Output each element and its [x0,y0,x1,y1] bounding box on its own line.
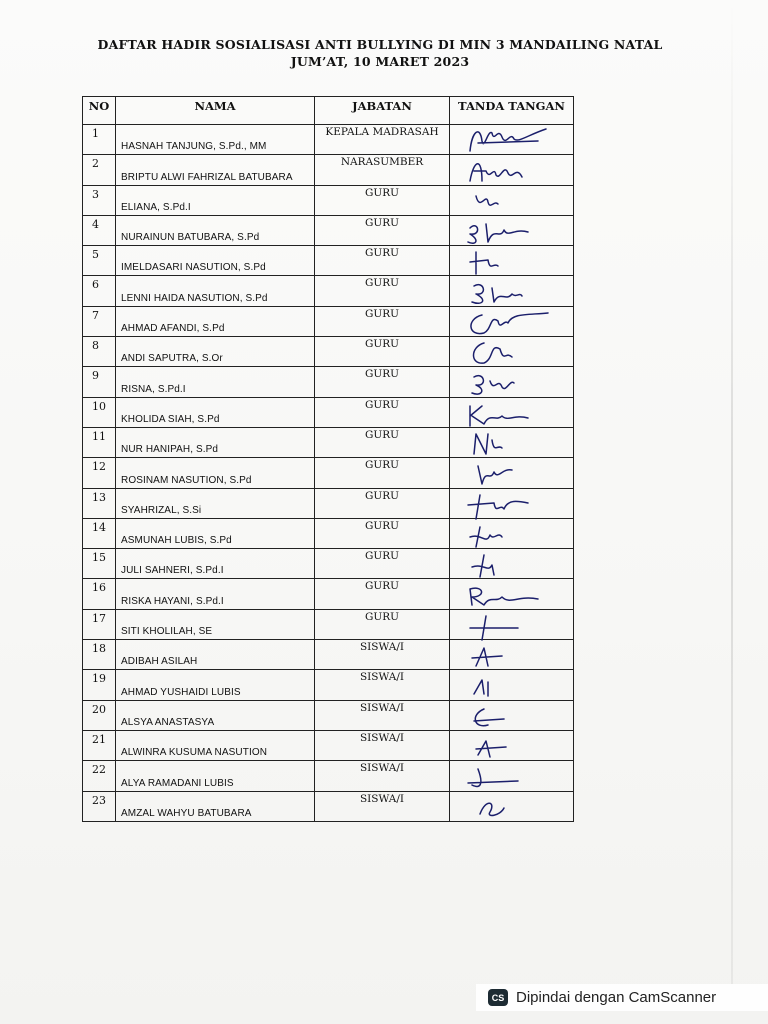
cell-nama [116,276,315,306]
cell-nama [116,549,315,579]
cell-jabatan [315,640,450,670]
attendee-position: GURU [365,247,399,260]
cell-jabatan [315,215,450,245]
cell-nama [116,518,315,548]
table-row [83,367,574,397]
cell-jabatan [315,427,450,457]
header-no: NO [83,97,116,125]
cell-no [83,730,116,760]
cell-tanda-tangan [450,730,574,760]
cell-tanda-tangan [450,700,574,730]
row-number: 17 [92,611,106,625]
header-nama: NAMA [116,97,315,125]
table-row [83,397,574,427]
row-number: 15 [92,551,106,565]
cell-tanda-tangan [450,670,574,700]
row-number: 5 [92,248,99,262]
cell-nama [116,700,315,730]
header-jabatan: JABATAN [315,97,450,125]
attendee-name: NUR HANIPAH, S.Pd [121,444,219,456]
table-row [83,761,574,791]
attendee-name: HASNAH TANJUNG, S.Pd., MM [121,141,267,153]
cell-tanda-tangan [450,488,574,518]
attendee-position: SISWA/I [359,731,405,744]
row-number: 3 [92,187,99,201]
row-number: 8 [92,339,99,353]
cell-no [83,791,116,821]
cell-jabatan [315,246,450,276]
cell-no [83,700,116,730]
cell-tanda-tangan [450,367,574,397]
row-number: 6 [92,278,99,292]
cell-tanda-tangan [450,609,574,639]
attendee-position: KEPALA MADRASAH [325,126,439,138]
row-number: 18 [92,642,106,656]
cell-no [83,397,116,427]
cell-jabatan [315,458,450,488]
attendee-position: SISWA/I [359,671,405,684]
cell-nama [116,306,315,336]
row-number: 7 [92,308,99,322]
row-number: 12 [92,460,106,474]
table-row [83,549,574,579]
cell-nama [116,730,315,760]
cell-no [83,640,116,670]
cell-tanda-tangan [450,579,574,609]
attendance-rows [83,125,574,822]
attendee-position: SISWA/I [359,641,405,654]
cell-no [83,306,116,336]
cell-jabatan [315,518,450,548]
cell-jabatan [315,367,450,397]
cell-tanda-tangan [450,125,574,155]
cell-no [83,488,116,518]
attendee-name: ANDI SAPUTRA, S.Or [121,353,223,365]
attendee-name: AHMAD YUSHAIDI LUBIS [121,686,241,698]
attendee-position: GURU [365,398,399,411]
table-row [83,125,574,155]
cell-nama [116,367,315,397]
cell-no [83,215,116,245]
cell-tanda-tangan [450,185,574,215]
cell-no [83,367,116,397]
attendee-name: JULI SAHNERI, S.Pd.I [121,565,224,577]
camscanner-text: Dipindai dengan CamScanner [516,989,717,1006]
attendee-name: ROSINAM NASUTION, S.Pd [121,474,252,486]
table-row [83,215,574,245]
cell-nama [116,670,315,700]
table-row [83,488,574,518]
page-edge-shadow [731,0,733,984]
row-number: 11 [92,429,106,443]
row-number: 19 [92,672,106,686]
cell-no [83,155,116,185]
attendee-position: GURU [365,428,399,441]
cell-jabatan [315,306,450,336]
table-row [83,730,574,760]
cell-no [83,276,116,306]
cell-tanda-tangan [450,640,574,670]
table-header-row [83,97,574,125]
cell-tanda-tangan [450,458,574,488]
cell-jabatan [315,155,450,185]
title-line-1: DAFTAR HADIR SOSIALISASI ANTI BULLYING DI MIN 3 MANDAILING NATAL [97,37,663,52]
cell-tanda-tangan [450,397,574,427]
attendee-name: ASMUNAH LUBIS, S.Pd [121,535,232,547]
title-line-2: JUM’AT, 10 MARET 2023 [290,54,470,69]
attendee-name: AHMAD AFANDI, S.Pd [121,323,225,335]
table-row [83,518,574,548]
attendee-name: ELIANA, S.Pd.I [121,201,191,213]
cell-no [83,549,116,579]
cell-tanda-tangan [450,215,574,245]
cell-jabatan [315,549,450,579]
attendee-name: KHOLIDA SIAH, S.Pd [121,413,220,425]
table-row [83,640,574,670]
attendee-position: NARASUMBER [340,156,424,169]
cell-tanda-tangan [450,306,574,336]
attendee-position: SISWA/I [359,762,405,775]
cell-tanda-tangan [450,518,574,548]
attendee-name: ALSYA ANASTASYA [121,716,215,728]
row-number: 2 [92,157,99,171]
attendance-table [82,96,574,822]
cell-tanda-tangan [450,791,574,821]
document-title [90,36,670,70]
cell-no [83,185,116,215]
cell-nama [116,579,315,609]
cell-no [83,246,116,276]
row-number: 10 [92,399,106,413]
row-number: 20 [92,702,106,716]
cell-jabatan [315,700,450,730]
attendee-name: SYAHRIZAL, S.Si [121,504,202,516]
cell-nama [116,397,315,427]
cell-jabatan [315,337,450,367]
cell-jabatan [315,579,450,609]
attendee-name: ALYA RAMADANI LUBIS [121,777,234,789]
cell-nama [116,155,315,185]
cell-tanda-tangan [450,761,574,791]
table-row [83,579,574,609]
cell-no [83,427,116,457]
attendee-position: GURU [365,216,399,229]
attendee-position: SISWA/I [359,792,405,805]
attendee-position: GURU [365,307,399,320]
header-tanda-tangan: TANDA TANGAN [450,97,574,125]
attendee-name: RISKA HAYANI, S.Pd.I [121,595,224,607]
cell-nama [116,427,315,457]
table-row [83,670,574,700]
cell-nama [116,185,315,215]
table-row [83,791,574,821]
attendee-position: GURU [365,277,399,290]
cell-jabatan [315,730,450,760]
cell-no [83,670,116,700]
cell-tanda-tangan [450,276,574,306]
row-number: 13 [92,490,106,504]
cell-tanda-tangan [450,549,574,579]
row-number: 14 [92,520,106,534]
cell-nama [116,640,315,670]
attendee-name: ADIBAH ASILAH [121,656,198,668]
cell-jabatan [315,397,450,427]
cell-nama [116,125,315,155]
attendee-name: NURAINUN BATUBARA, S.Pd [121,232,260,244]
cell-nama [116,488,315,518]
cell-no [83,337,116,367]
row-number: 4 [92,217,99,231]
cell-no [83,458,116,488]
cell-no [83,518,116,548]
cell-no [83,579,116,609]
table-row [83,427,574,457]
table-row [83,458,574,488]
attendee-name: IMELDASARI NASUTION, S.Pd [121,262,266,274]
attendee-position: GURU [365,489,399,502]
cell-tanda-tangan [450,427,574,457]
row-number: 9 [92,369,99,383]
table-row [83,155,574,185]
attendee-position: GURU [365,338,399,351]
cell-nama [116,761,315,791]
cell-no [83,761,116,791]
cell-nama [116,246,315,276]
cell-nama [116,215,315,245]
cell-jabatan [315,125,450,155]
cell-tanda-tangan [450,155,574,185]
cell-nama [116,458,315,488]
cell-tanda-tangan [450,337,574,367]
row-number: 16 [92,581,106,595]
camscanner-icon: CS [488,989,508,1006]
row-number: 22 [92,763,106,777]
cell-jabatan [315,185,450,215]
attendee-position: GURU [365,580,399,593]
cell-jabatan [315,488,450,518]
camscanner-badge [476,984,768,1011]
attendee-position: GURU [365,519,399,532]
table-row [83,246,574,276]
attendee-name: ALWINRA KUSUMA NASUTION [121,747,268,759]
attendee-name: LENNI HAIDA NASUTION, S.Pd [121,292,268,304]
cell-tanda-tangan [450,246,574,276]
row-number: 23 [92,793,106,807]
cell-jabatan [315,276,450,306]
attendee-name: AMZAL WAHYU BATUBARA [121,807,252,819]
attendee-position: GURU [365,610,399,623]
cell-nama [116,337,315,367]
cell-jabatan [315,609,450,639]
attendee-name: RISNA, S.Pd.I [121,383,186,395]
attendee-position: GURU [365,368,399,381]
table-row [83,337,574,367]
attendee-position: GURU [365,186,399,199]
cell-jabatan [315,791,450,821]
cell-jabatan [315,761,450,791]
table-row [83,609,574,639]
attendee-name: BRIPTU ALWI FAHRIZAL BATUBARA [121,171,293,183]
table-row [83,185,574,215]
attendee-position: GURU [365,550,399,563]
attendee-position: GURU [365,459,399,472]
table-row [83,276,574,306]
cell-no [83,125,116,155]
row-number: 21 [92,732,106,746]
attendee-position: SISWA/I [359,701,405,714]
cell-nama [116,791,315,821]
attendee-name: SITI KHOLILAH, SE [121,626,213,638]
cell-jabatan [315,670,450,700]
table-row [83,700,574,730]
table-row [83,306,574,336]
row-number: 1 [92,127,99,140]
cell-nama [116,609,315,639]
cell-no [83,609,116,639]
